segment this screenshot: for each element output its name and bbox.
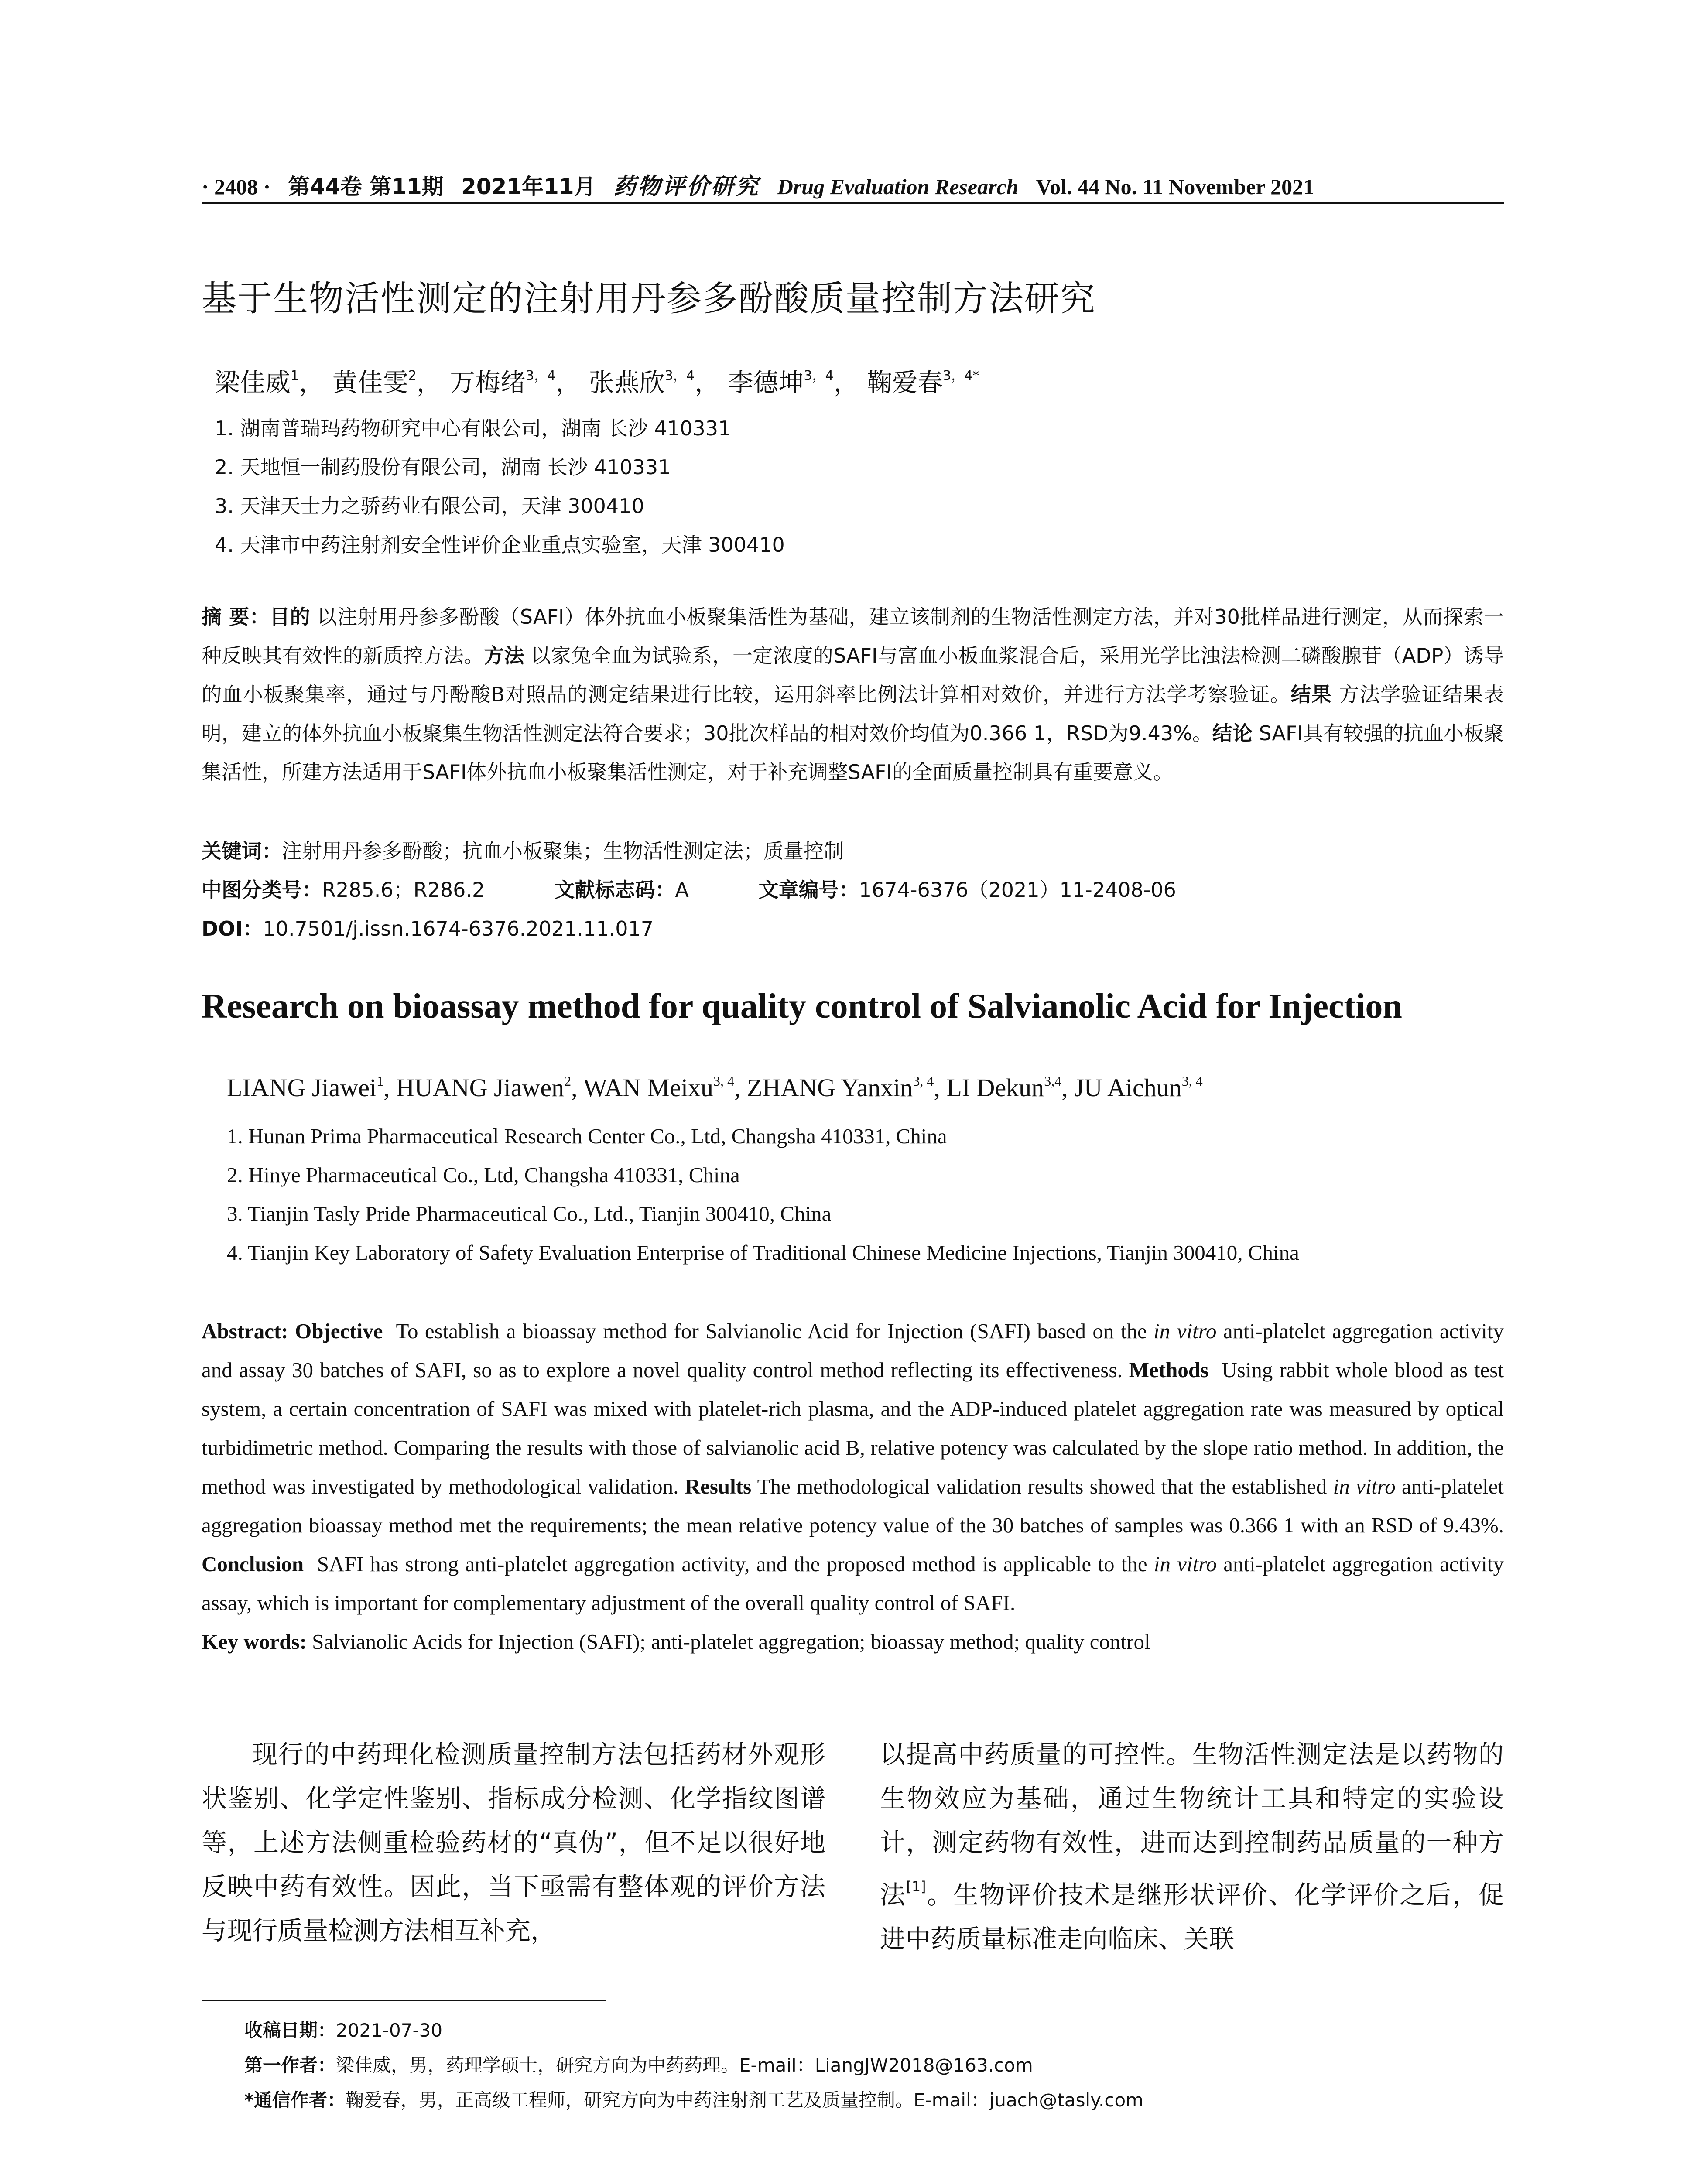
methods-label-cn: 方法	[484, 644, 524, 667]
affiliation-cn: 2. 天地恒一制药股份有限公司，湖南 长沙 410331	[215, 455, 671, 479]
author-separator: ，	[833, 368, 859, 397]
objective-en-part1: To establish a bioassay method for Salvianolic Acid for Injection (SAFI) based on the	[396, 1319, 1147, 1343]
title-cn: 基于生物活性测定的注射用丹参多酚酸质量控制方法研究	[202, 278, 1096, 319]
methods-en: Using rabbit whole blood as test system, a certain concentration of SAFI was mixed with platelet-rich plasma, and the ADP-induced platelet aggregation rate was measured by optical turbidimetric method. Comparing the results with those of salvianolic acid B, relative potency was calculated by the slope ratio method. In addition, the method was investigated by methodological validation.	[202, 1358, 1504, 1498]
doi-line	[202, 909, 1504, 948]
objective-label-cn: 目的	[270, 605, 311, 629]
affiliation-cn: 1. 湖南普瑞玛药物研究中心有限公司，湖南 长沙 410331	[215, 417, 731, 440]
author-en: JU Aichun	[1074, 1073, 1182, 1102]
corresponding-label: *通信作者：	[244, 2089, 346, 2111]
body-paragraph	[880, 1733, 1504, 1961]
article-no-value: 1674-6376（2021）11-2408-06	[859, 878, 1176, 902]
journal-name-cn: 药物评价研究	[613, 173, 760, 200]
results-cn: 方法学验证结果表明，建立的体外抗血小板聚集生物活性测定法符合要求；30批次样品的相对效价均值为0.366 1，RSD为9.43%。	[202, 683, 1504, 745]
abstract-cn	[202, 598, 1504, 792]
date-cn: 2021年11月	[461, 174, 596, 199]
author-cn: 万梅绪	[450, 368, 526, 397]
author-en-sup: 3, 4	[713, 1073, 735, 1089]
article-metadata	[202, 832, 1504, 948]
running-header	[202, 168, 1504, 198]
conclusion-cn: SAFI具有较强的抗血小板聚集活性，所建方法适用于SAFI体外抗血小板聚集活性测定，对于补充调整SAFI的全面质量控制具有重要意义。	[202, 721, 1504, 784]
received-date-line	[244, 2013, 1143, 2048]
author-cn-sup: 3，4*	[943, 368, 979, 383]
clc-value: R285.6；R286.2	[322, 878, 485, 902]
keywords-en: Salvianolic Acids for Injection (SAFI); anti-platelet aggregation; bioassay method; quality control	[312, 1630, 1150, 1654]
received-date: 2021-07-30	[336, 2020, 443, 2041]
author-en: ZHANG Yanxin	[747, 1073, 913, 1102]
doi-value: 10.7501/j.issn.1674-6376.2021.11.017	[263, 917, 654, 940]
author-cn: 黄佳雯	[332, 368, 408, 397]
footnotes	[244, 2013, 1143, 2118]
author-en-sup: 3, 4	[913, 1073, 934, 1089]
keywords-cn: 注射用丹参多酚酸；抗血小板聚集；生物活性测定法；质量控制	[282, 839, 844, 863]
author-cn: 梁佳威	[215, 368, 291, 397]
abstract-en-label: Abstract:	[202, 1319, 288, 1343]
author-cn-sup: 3，4	[804, 368, 834, 383]
author-cn-sup: 3，4	[526, 368, 556, 383]
author-cn: 鞠爱春	[867, 368, 943, 397]
article-no-label: 文章编号：	[758, 878, 859, 902]
results-en-part1: The methodological validation results showed that the established	[757, 1474, 1327, 1498]
author-separator: ，	[299, 368, 325, 397]
author-cn: 张燕欣	[589, 368, 665, 397]
objective-cn: 以注射用丹参多酚酸（SAFI）体外抗血小板聚集活性为基础，建立该制剂的生物活性测定方法，并对30批样品进行测定，从而探索一种反映其有效性的新质控方法。	[202, 605, 1504, 667]
first-author-line	[244, 2048, 1143, 2083]
doc-code-value: A	[675, 878, 689, 902]
page-number: · 2408 ·	[202, 174, 271, 199]
results-en-part2: anti-platelet aggregation bioassay method met the requirements; the mean relative potency value of the 30 batches of samples was 0.366 1 with an RSD of 9.43%.	[202, 1474, 1504, 1537]
affiliations-en	[227, 1117, 1299, 1272]
clc-label: 中图分类号：	[202, 878, 322, 902]
author-en-sup: 1	[377, 1073, 384, 1089]
body-text: 以提高中药质量的可控性。生物活性测定法是以药物的生物效应为基础，通过生物统计工具和特定的实验设计，测定药物有效性，进而达到控制药品质量的一种方法	[880, 1740, 1504, 1910]
classification-line	[202, 871, 1504, 909]
doc-code-label: 文献标志码：	[555, 878, 675, 902]
author-separator: ，	[416, 368, 442, 397]
author-en-sup: 3, 4	[1181, 1073, 1203, 1089]
body-column-right	[880, 1733, 1504, 1961]
affiliations-cn	[215, 409, 785, 564]
author-en: WAN Meixu	[583, 1073, 714, 1102]
first-author-label: 第一作者：	[244, 2055, 336, 2076]
results-label-en: Results	[685, 1474, 752, 1498]
corresponding-author-line	[244, 2083, 1143, 2118]
affiliation-en: 4. Tianjin Key Laboratory of Safety Evaluation Enterprise of Traditional Chinese Medicine Injections, Tianjin 300410, China	[227, 1241, 1299, 1265]
author-separator: ,	[734, 1073, 747, 1102]
objective-en-part2: anti-platelet aggregation activity and assay 30 batches of SAFI, so as to explore a novel quality control method reflecting its effectiveness.	[202, 1319, 1504, 1382]
footnote-rule	[202, 2000, 606, 2001]
conclusion-label-cn: 结论	[1212, 721, 1253, 745]
author-cn-sup: 3，4	[664, 368, 695, 383]
author-en: LI Dekun	[946, 1073, 1044, 1102]
affiliation-cn: 3. 天津天士力之骄药业有限公司，天津 300410	[215, 494, 644, 518]
volume-en: Vol. 44 No. 11 November 2021	[1036, 174, 1314, 199]
affiliation-en: 2. Hinye Pharmaceutical Co., Ltd, Changsha 410331, China	[227, 1163, 740, 1187]
author-cn-sup: 2	[408, 368, 417, 383]
affiliation-cn: 4. 天津市中药注射剂安全性评价企业重点实验室，天津 300410	[215, 533, 785, 557]
author-separator: ,	[934, 1073, 947, 1102]
affiliation-en: 1. Hunan Prima Pharmaceutical Research Center Co., Ltd, Changsha 410331, China	[227, 1124, 947, 1148]
doi-label: DOI：	[202, 917, 263, 940]
keywords-en-label: Key words:	[202, 1630, 307, 1654]
objective-label-en: Objective	[295, 1319, 383, 1343]
conclusion-label-en: Conclusion	[202, 1552, 304, 1576]
author-separator: ,	[571, 1073, 584, 1102]
title-en: Research on bioassay method for quality control of Salvianolic Acid for Injection	[202, 987, 1402, 1026]
body-text: 。生物评价技术是继形状评价、化学评价之后，促进中药质量标准走向临床、关联	[880, 1880, 1504, 1954]
conclusion-en-part1: SAFI has strong anti-platelet aggregation activity, and the proposed method is applicable to the	[317, 1552, 1147, 1576]
author-cn-sup: 1	[291, 368, 299, 383]
conclusion-en-part2: anti-platelet aggregation activity assay, which is important for complementary adjustment of the overall quality control of SAFI.	[202, 1552, 1504, 1615]
author-en-sup: 2	[564, 1073, 572, 1089]
keywords-cn-line	[202, 832, 1504, 871]
in-vitro-term: in vitro	[1153, 1552, 1217, 1576]
authors-en	[227, 1073, 1203, 1102]
abstract-cn-label: 摘 要：	[202, 605, 270, 629]
author-separator: ,	[1061, 1073, 1075, 1102]
in-vitro-term: in vitro	[1153, 1319, 1217, 1343]
volume-cn: 第44卷 第11期	[288, 174, 444, 199]
keywords-cn-label: 关键词：	[202, 839, 282, 863]
header-rule	[202, 202, 1504, 204]
corresponding-author-info: 鞠爱春，男，正高级工程师，研究方向为中药注射剂工艺及质量控制。E-mail：juach@tasly.com	[345, 2089, 1144, 2111]
journal-name-en: Drug Evaluation Research	[777, 174, 1019, 199]
author-cn: 李德坤	[728, 368, 804, 397]
methods-label-en: Methods	[1129, 1358, 1209, 1382]
results-label-cn: 结果	[1290, 683, 1332, 706]
in-vitro-term: in vitro	[1333, 1474, 1396, 1498]
author-separator: ,	[383, 1073, 397, 1102]
authors-cn	[215, 362, 979, 399]
author-separator: ，	[555, 368, 581, 397]
citation-ref: [1]	[906, 1878, 926, 1895]
author-en: HUANG Jiawen	[396, 1073, 565, 1102]
received-label: 收稿日期：	[244, 2020, 336, 2041]
body-paragraph: 现行的中药理化检测质量控制方法包括药材外观形状鉴别、化学定性鉴别、指标成分检测、化学指纹图谱等，上述方法侧重检验药材的“真伪”，但不足以很好地反映中药有效性。因此，当下亟需有整体观的评价方法与现行质量检测方法相互补充，	[202, 1740, 825, 1945]
author-en-sup: 3,4	[1044, 1073, 1062, 1089]
body-column-left	[202, 1733, 825, 1953]
first-author-info: 梁佳威，男，药理学硕士，研究方向为中药药理。E-mail：LiangJW2018@163.com	[336, 2055, 1033, 2076]
abstract-en	[202, 1312, 1504, 1661]
author-separator: ，	[694, 368, 720, 397]
methods-cn: 以家兔全血为试验系，一定浓度的SAFI与富血小板血浆混合后，采用光学比浊法检测二磷酸腺苷（ADP）诱导的血小板聚集率，通过与丹酚酸B对照品的测定结果进行比较，运用斜率比例法计算相对效价，并进行方法学考察验证。	[202, 644, 1504, 706]
affiliation-en: 3. Tianjin Tasly Pride Pharmaceutical Co., Ltd., Tianjin 300410, China	[227, 1202, 832, 1226]
author-en: LIANG Jiawei	[227, 1073, 377, 1102]
